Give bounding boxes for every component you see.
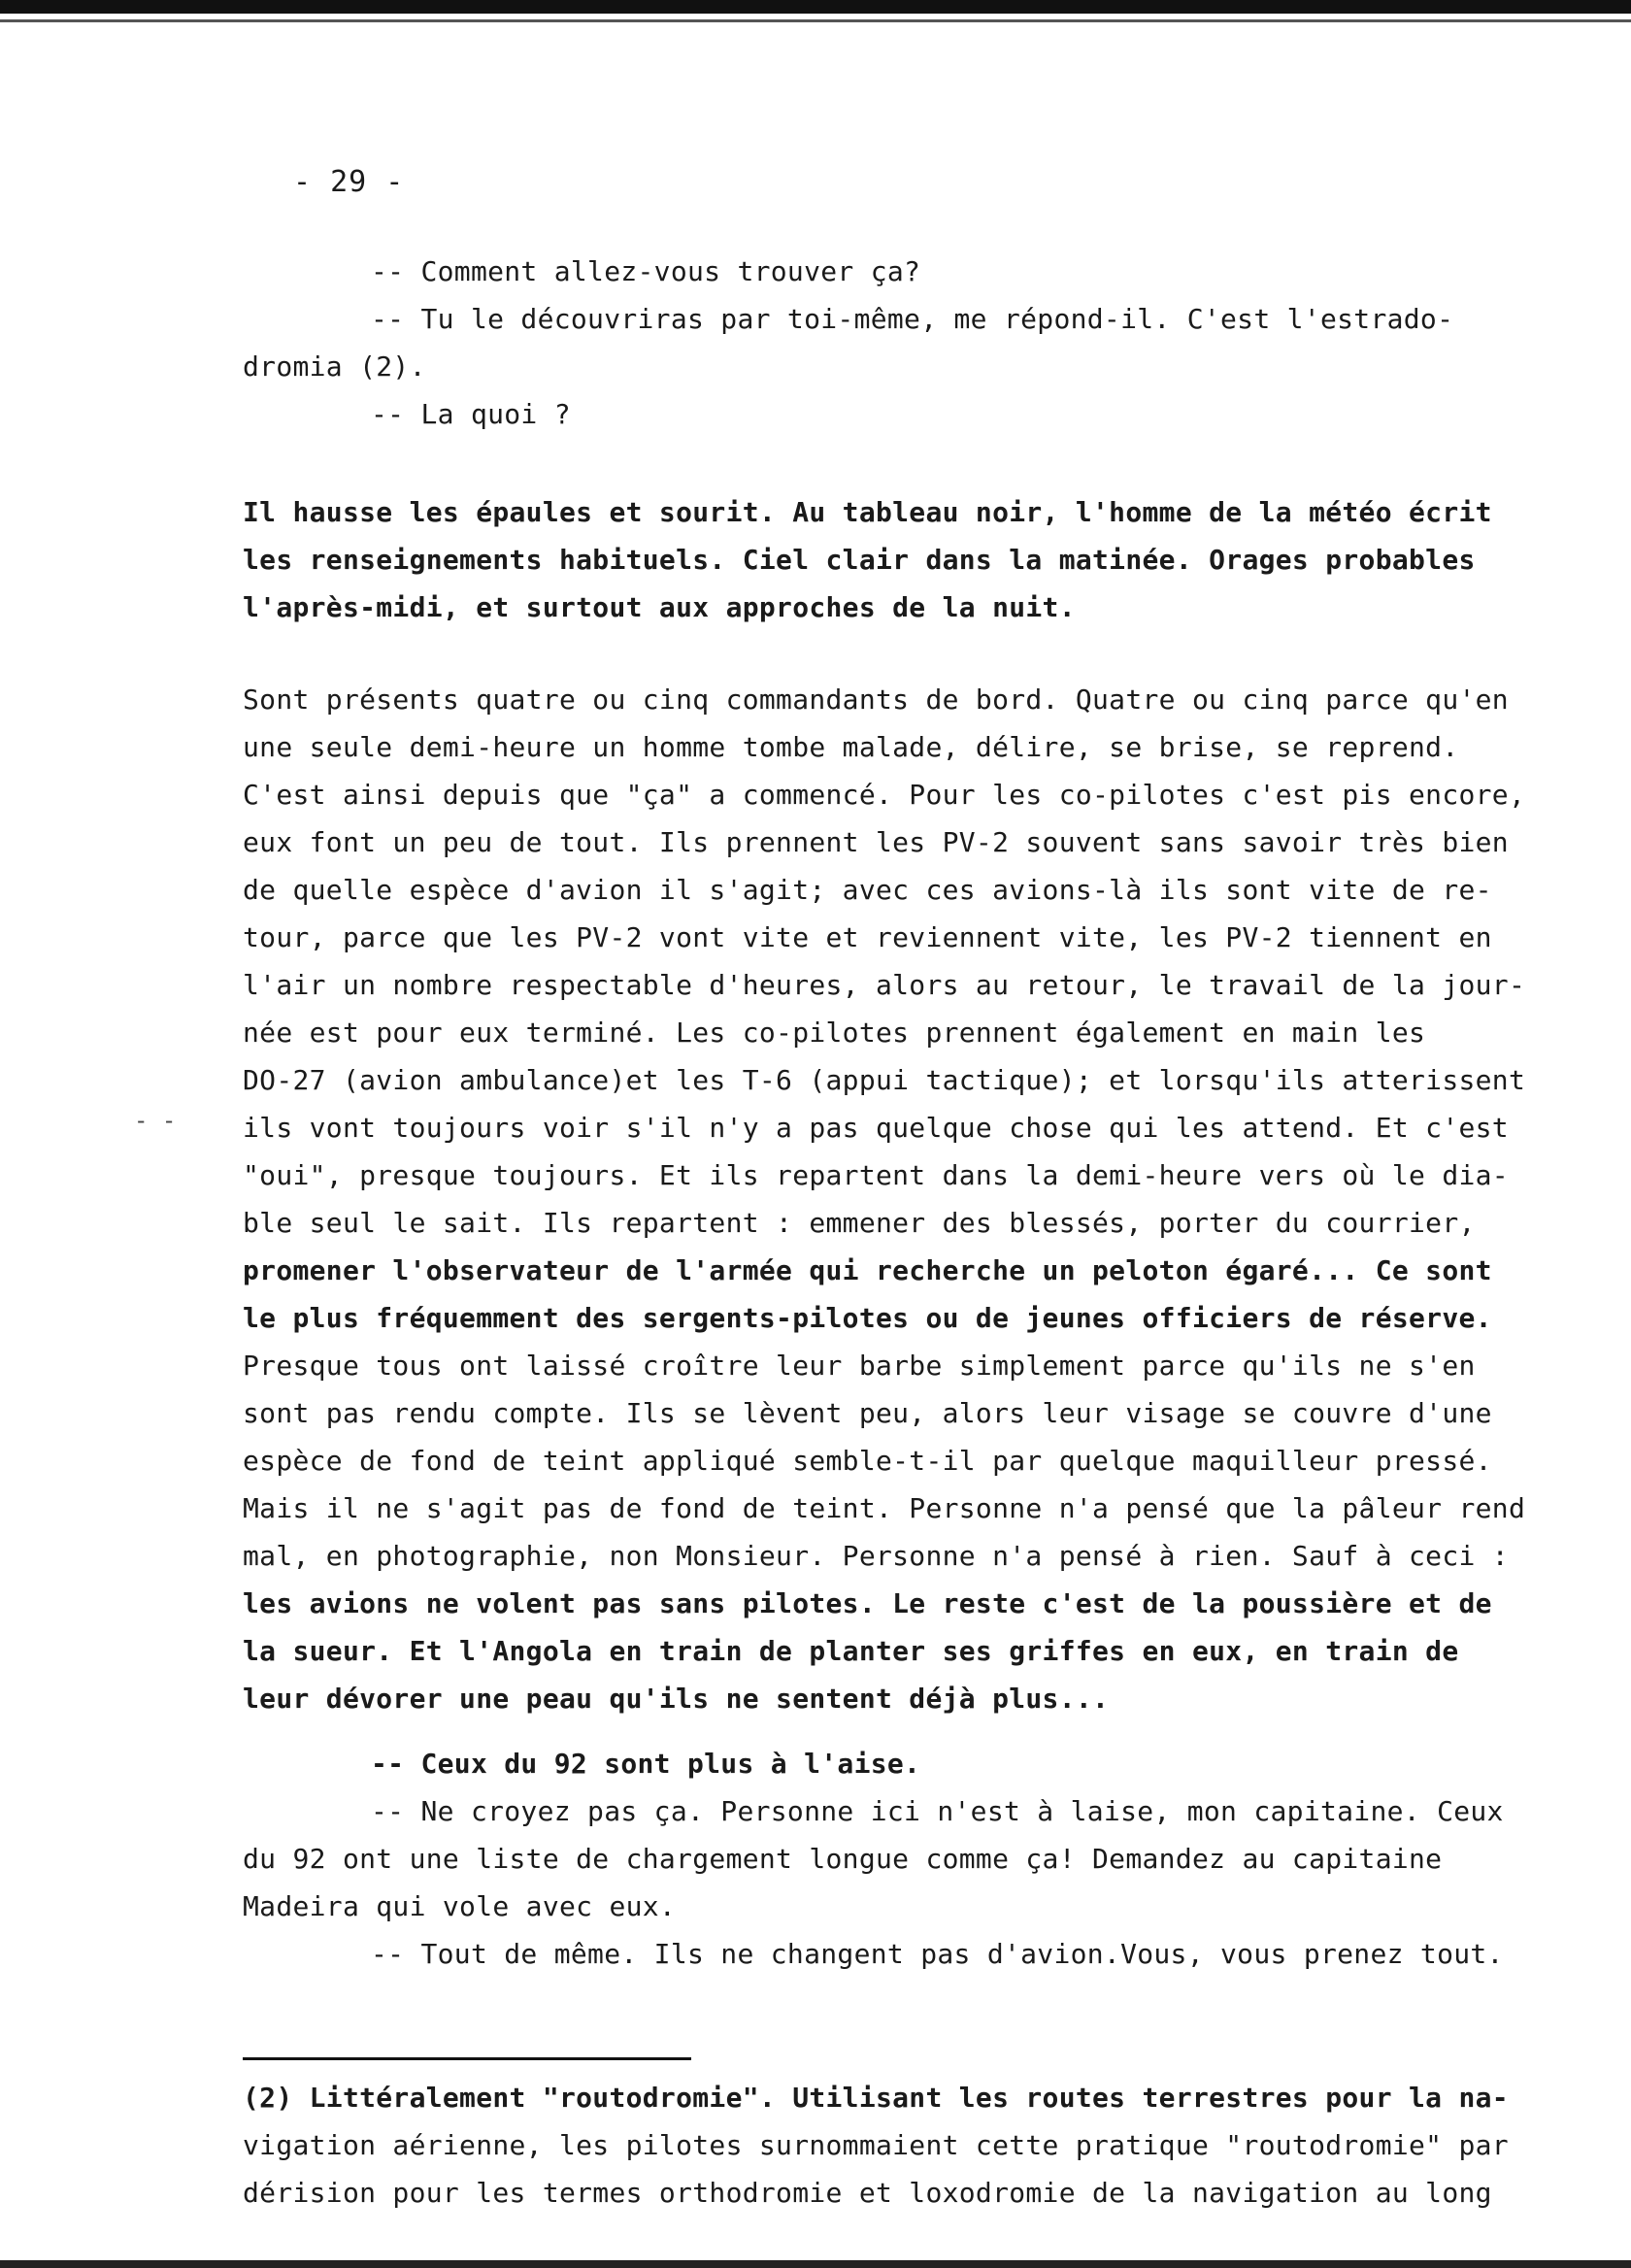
dialogue-line: -- Ne croyez pas ça. Personne ici n'est à laise, mon capitaine. Ceux — [371, 1795, 1504, 1827]
page-number: - 29 - — [293, 165, 405, 199]
paragraph-line: "oui", presque toujours. Et ils repartent dans la demi-heure vers où le dia- — [243, 1159, 1509, 1191]
paragraph-line: promener l'observateur de l'armée qui recherche un peloton égaré... Ce sont — [243, 1254, 1492, 1286]
dialogue-line: -- Tout de même. Ils ne changent pas d'avion.Vous, vous prenez tout. — [371, 1938, 1504, 1970]
margin-mark: - - — [134, 1107, 177, 1134]
paragraph-line: les avions ne volent pas sans pilotes. Le reste c'est de la poussière et de — [243, 1587, 1492, 1619]
paragraph-line: Presque tous ont laissé croître leur barbe simplement parce qu'ils ne s'en — [243, 1350, 1476, 1382]
dialogue-line: -- Tu le découvriras par toi-même, me répond-il. C'est l'estrado- — [371, 303, 1454, 335]
spacer — [243, 1722, 1582, 1740]
paragraph-line: les renseignements habituels. Ciel clair dans la matinée. Orages probables — [243, 544, 1476, 576]
dialogue-continuation: dromia (2). — [243, 350, 426, 383]
paragraph-line: la sueur. Et l'Angola en train de planter ses griffes en eux, en train de — [243, 1635, 1459, 1667]
dialogue-block-2 — [243, 1740, 1582, 1978]
dialogue-continuation: Madeira qui vole avec eux. — [243, 1890, 677, 1922]
paragraph-line: ble seul le sait. Ils repartent : emmener des blessés, porter du courrier, — [243, 1207, 1476, 1239]
bottom-border-rule — [0, 2260, 1631, 2268]
dialogue-continuation: du 92 ont une liste de chargement longue comme ça! Demandez au capitaine — [243, 1843, 1443, 1875]
dialogue-line: -- Ceux du 92 sont plus à l'aise. — [371, 1748, 921, 1780]
footnote-separator — [243, 2057, 691, 2060]
spacer — [243, 438, 1582, 488]
paragraph-line: le plus fréquemment des sergents-pilotes ou de jeunes officiers de réserve. — [243, 1302, 1492, 1334]
paragraph-line: DO-27 (avion ambulance)et les T-6 (appui tactique); et lorsqu'ils atterissent — [243, 1064, 1526, 1096]
document-page — [243, 165, 1582, 2217]
paragraph-line: une seule demi-heure un homme tombe malade, délire, se brise, se reprend. — [243, 731, 1459, 763]
paragraph-line: ils vont toujours voir s'il n'y a pas quelque chose qui les attend. Et c'est — [243, 1112, 1509, 1144]
paragraph-line: née est pour eux terminé. Les co-pilotes prennent également en main les — [243, 1017, 1426, 1049]
top-border-rule-thin — [0, 19, 1631, 22]
paragraph-line: de quelle espèce d'avion il s'agit; avec ces avions-là ils sont vite de re- — [243, 874, 1492, 906]
spacer — [243, 631, 1582, 676]
paragraph-line: l'air un nombre respectable d'heures, alors au retour, le travail de la jour- — [243, 969, 1526, 1001]
paragraph-line: eux font un peu de tout. Ils prennent les PV-2 souvent sans savoir très bien — [243, 826, 1509, 858]
paragraph-1 — [243, 488, 1582, 631]
paragraph-line: Mais il ne s'agit pas de fond de teint. Personne n'a pensé que la pâleur rend — [243, 1492, 1526, 1524]
footnote-line: dérision pour les termes orthodromie et loxodromie de la navigation au long — [243, 2177, 1492, 2209]
dialogue-block-1 — [243, 248, 1582, 438]
dialogue-line: -- Comment allez-vous trouver ça? — [371, 255, 921, 287]
footnote-line: vigation aérienne, les pilotes surnommaient cette pratique "routodromie" par — [243, 2129, 1509, 2161]
paragraph-line: l'après-midi, et surtout aux approches de la nuit. — [243, 591, 1076, 623]
paragraph-line: espèce de fond de teint appliqué semble-t-il par quelque maquilleur pressé. — [243, 1445, 1492, 1477]
paragraph-line: tour, parce que les PV-2 vont vite et reviennent vite, les PV-2 tiennent en — [243, 921, 1492, 953]
paragraph-line: mal, en photographie, non Monsieur. Personne n'a pensé à rien. Sauf à ceci : — [243, 1540, 1509, 1572]
paragraph-line: leur dévorer une peau qu'ils ne sentent déjà plus... — [243, 1683, 1110, 1715]
paragraph-line: Sont présents quatre ou cinq commandants de bord. Quatre ou cinq parce qu'en — [243, 684, 1509, 716]
dialogue-line: -- La quoi ? — [371, 398, 571, 430]
paragraph-line: sont pas rendu compte. Ils se lèvent peu, alors leur visage se couvre d'une — [243, 1397, 1492, 1429]
paragraph-line: C'est ainsi depuis que "ça" a commencé. Pour les co-pilotes c'est pis encore, — [243, 779, 1526, 811]
paragraph-line: Il hausse les épaules et sourit. Au tableau noir, l'homme de la météo écrit — [243, 496, 1492, 528]
footnote-line: (2) Littéralement "routodromie". Utilisant les routes terrestres pour la na- — [243, 2082, 1509, 2114]
paragraph-2 — [243, 676, 1582, 1722]
top-border-rule — [0, 0, 1631, 14]
footnote — [243, 2074, 1582, 2217]
